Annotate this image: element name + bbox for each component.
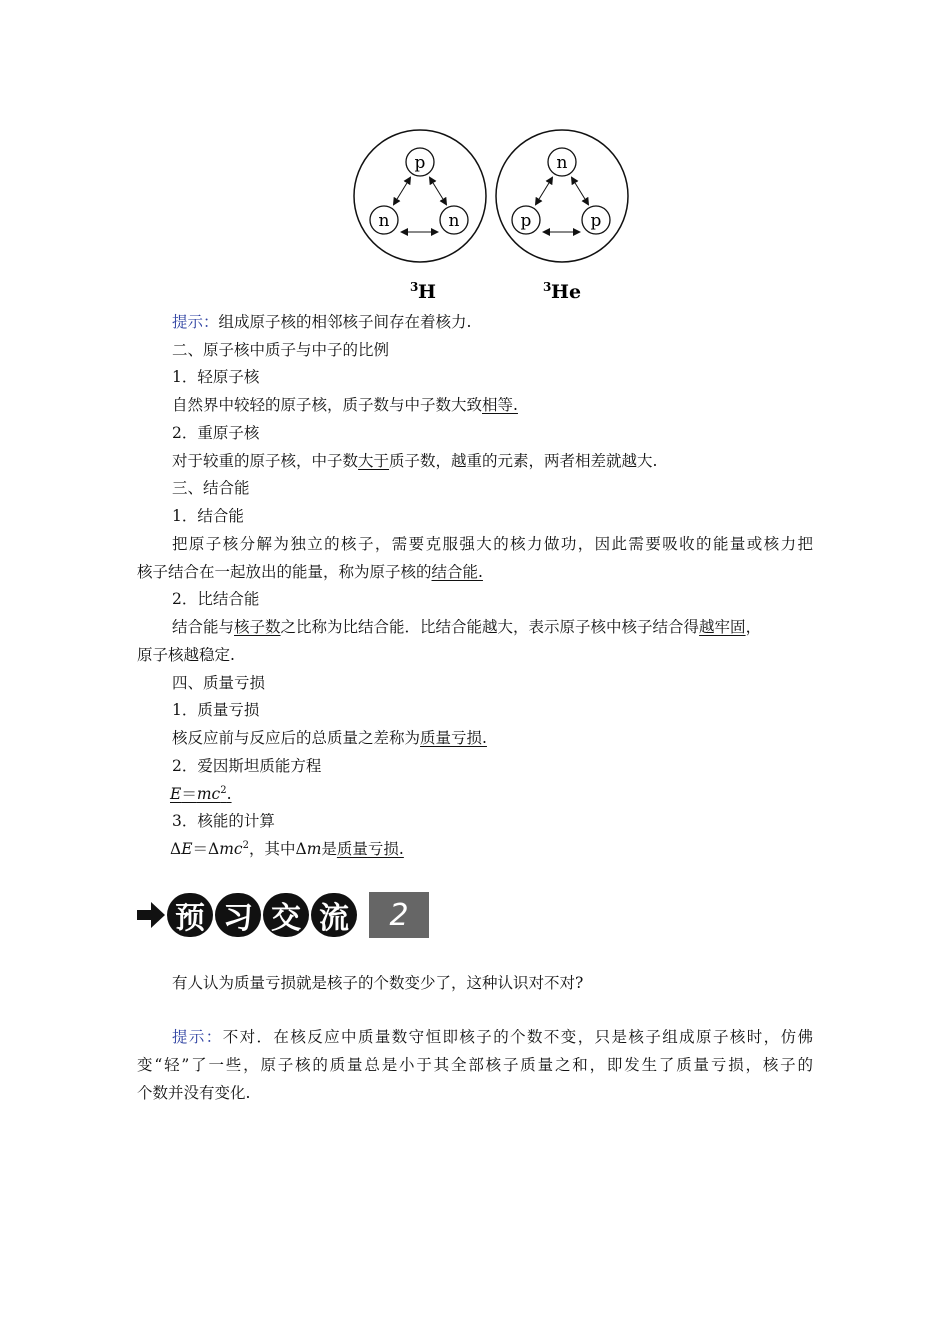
subheading-einstein-equation: 2．爱因斯坦质能方程 [172, 757, 322, 775]
subheading-heavy-nucleus: 2．重原子核 [172, 424, 260, 442]
blank-equal: 相等. [482, 396, 518, 414]
he3-right-particle: p [590, 211, 602, 231]
nucleus-figure [340, 128, 640, 308]
subheading-mass-defect: 1．质量亏损 [172, 701, 260, 719]
paragraph-specific-binding-line2: 原子核越稳定. [137, 646, 235, 664]
blank-greater: 大于 [358, 452, 390, 470]
hint-paragraph-1: 提示：组成原子核的相邻核子间存在着核力. [172, 313, 472, 331]
question-paragraph: 有人认为质量亏损就是核子的个数变少了，这种认识对不对? [172, 974, 584, 992]
einstein-equation: $E=mc^2$. [170, 784, 232, 803]
h3-right-particle: n [448, 211, 460, 231]
section-heading-3: 三、结合能 [172, 479, 250, 497]
h3-mass-number: 3 [410, 280, 419, 294]
hint-paragraph-2-line3: 个数并没有变化. [137, 1084, 251, 1102]
banner-title: 预 习 交 流 [167, 892, 357, 938]
blank-more-stable: 越牢固 [699, 618, 746, 636]
blank-mass-defect-2: 质量亏损. [336, 840, 404, 858]
paragraph-binding-energy-line2: 核子结合在一起放出的能量，称为原子核的结合能. [137, 563, 483, 581]
paragraph-specific-binding-line1: 结合能与核子数之比称为比结合能．比结合能越大，表示原子核中核子结合得越牢固， [172, 618, 762, 636]
nuclear-energy-formula: ΔE＝Δmc$^2$，其中Δm是质量亏损. [170, 839, 404, 858]
nuclei-diagram [340, 128, 640, 308]
paragraph-binding-energy-line1: 把原子核分解为独立的核子，需要克服强大的核力做功，因此需要吸收的能量或核力把 [172, 535, 813, 553]
hint-paragraph-2-line2: 变“轻”了一些，原子核的质量总是小于其全部核子质量之和，即发生了质量亏损，核子的 [137, 1056, 813, 1074]
arrow-right-icon [137, 902, 165, 928]
he3-left-particle: p [520, 211, 532, 231]
blank-nucleon-number: 核子数 [234, 618, 281, 636]
h3-top-particle: p [414, 153, 426, 173]
paragraph-heavy-nucleus: 对于较重的原子核，中子数大于质子数，越重的元素，两者相差就越大. [172, 452, 658, 470]
he3-mass-number: 3 [543, 280, 552, 294]
paragraph-mass-defect: 核反应前与反应后的总质量之差称为质量亏损. [172, 729, 487, 747]
preview-banner [137, 892, 437, 938]
blank-binding-energy: 结合能. [431, 563, 483, 581]
subheading-specific-binding-energy: 2．比结合能 [172, 590, 260, 608]
section-heading-2: 二、原子核中质子与中子的比例 [172, 341, 390, 359]
h3-symbol: H [418, 281, 436, 303]
h3-left-particle: n [378, 211, 390, 231]
subheading-nuclear-energy-calc: 3．核能的计算 [172, 812, 275, 830]
he3-top-particle: n [556, 153, 568, 173]
subheading-light-nucleus: 1．轻原子核 [172, 368, 260, 386]
he3-symbol: He [551, 281, 582, 303]
banner-number: 2 [369, 892, 429, 938]
paragraph-light-nucleus: 自然界中较轻的原子核，质子数与中子数大致相等. [172, 396, 518, 414]
hint-label: 提示： [172, 313, 219, 331]
blank-mass-defect: 质量亏损. [420, 729, 487, 747]
hint-paragraph-2-line1: 提示：不对．在核反应中质量数守恒即核子的个数不变，只是核子组成原子核时，仿佛 [172, 1028, 813, 1046]
subheading-binding-energy: 1．结合能 [172, 507, 244, 525]
section-heading-4: 四、质量亏损 [172, 674, 266, 692]
